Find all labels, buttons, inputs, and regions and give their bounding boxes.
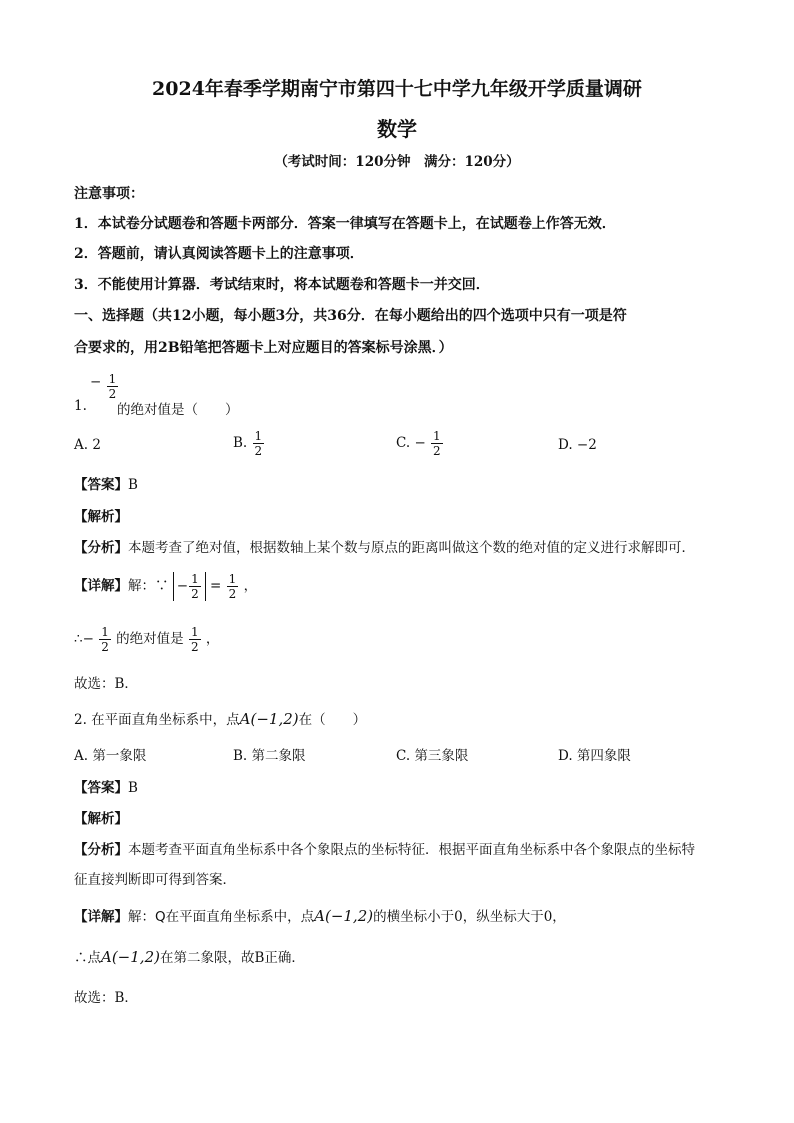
q2-analysis-tag: 【解析】 <box>74 811 128 827</box>
note-item: 3．不能使用计算器．考试结束时，将本试题卷和答题卡一并交回． <box>74 277 490 293</box>
q1-neg-sign: − <box>90 374 102 390</box>
section-heading: 一、选择题（共12小题，每小题3分，共36分．在每小题给出的四个选项中只有一项是符 <box>74 308 627 324</box>
q1-number: 1. <box>74 398 87 414</box>
q1-option-d: D. −2 <box>558 437 597 453</box>
page-title: 2024年春季学期南宁市第四十七中学九年级开学质量调研 <box>152 78 642 100</box>
q2-option-a: A. 第一象限 <box>74 748 147 764</box>
q2-option-d: D. 第四象限 <box>558 748 631 764</box>
note-item: 1．本试卷分试题卷和答题卡两部分．答案一律填写在答题卡上，在试题卷上作答无效． <box>74 216 616 232</box>
q2-answer: 【答案】B <box>74 780 138 796</box>
q1-therefore: ∴− $\frac{1}{2}$ 的绝对值是 $\frac{1}{2}$ ， <box>74 625 220 654</box>
section-heading-cont: 合要求的，用2B铅笔把答题卡上对应题目的答案标号涂黑．） <box>74 340 453 356</box>
q2-point: A(−1,2) <box>239 710 299 728</box>
exam-info: （考试时间：120分钟 满分：120分） <box>274 154 520 170</box>
q1-analysis-tag: 【解析】 <box>74 509 128 525</box>
q1-choose: 故选：B． <box>74 676 138 692</box>
q2-therefore: ∴点A(−1,2)在第二象限，故B正确． <box>74 948 305 966</box>
note-item: 2．答题前，请认真阅读答题卡上的注意事项． <box>74 246 364 262</box>
subject-title: 数学 <box>377 117 417 141</box>
q2-detail: 【详解】解：Q在平面直角坐标系中，点A(−1,2)的横坐标小于0，纵坐标大于0， <box>74 907 566 925</box>
q1-option-b: B. $\frac{1}{2}$ <box>233 429 263 458</box>
q2-option-c: C. 第三象限 <box>396 748 469 764</box>
q1-analysis: 【分析】本题考查了绝对值，根据数轴上某个数与原点的距离叫做这个数的绝对值的定义进行求解即可． <box>74 540 695 556</box>
q1-answer: 【答案】B <box>74 477 138 493</box>
because-symbol: Q <box>155 909 166 925</box>
q1-stem-text: 的绝对值是（ ） <box>117 402 239 418</box>
q1-detail: 【详解】解：∵ − $\frac{1}{2}$ = $\frac{1}{2}$ ， <box>74 572 258 601</box>
q2-choose: 故选：B． <box>74 990 138 1006</box>
q1-option-c: C. − $\frac{1}{2}$ <box>396 429 441 458</box>
q2-analysis-cont: 征直接判断即可得到答案． <box>74 872 236 888</box>
notes-heading: 注意事项： <box>74 186 144 202</box>
q2-option-b: B. 第二象限 <box>233 748 306 764</box>
q1-stem-expression <box>90 372 119 401</box>
q1-option-a: A. 2 <box>74 437 101 453</box>
q2-analysis: 【分析】本题考查平面直角坐标系中各个象限点的坐标特征．根据平面直角坐标系中各个象限点的坐标特 <box>74 842 695 858</box>
q2-stem: 2. 在平面直角坐标系中，点A(−1,2)在（ ） <box>74 710 367 728</box>
q1-fraction: $\frac{1}{2}$ <box>108 372 117 401</box>
